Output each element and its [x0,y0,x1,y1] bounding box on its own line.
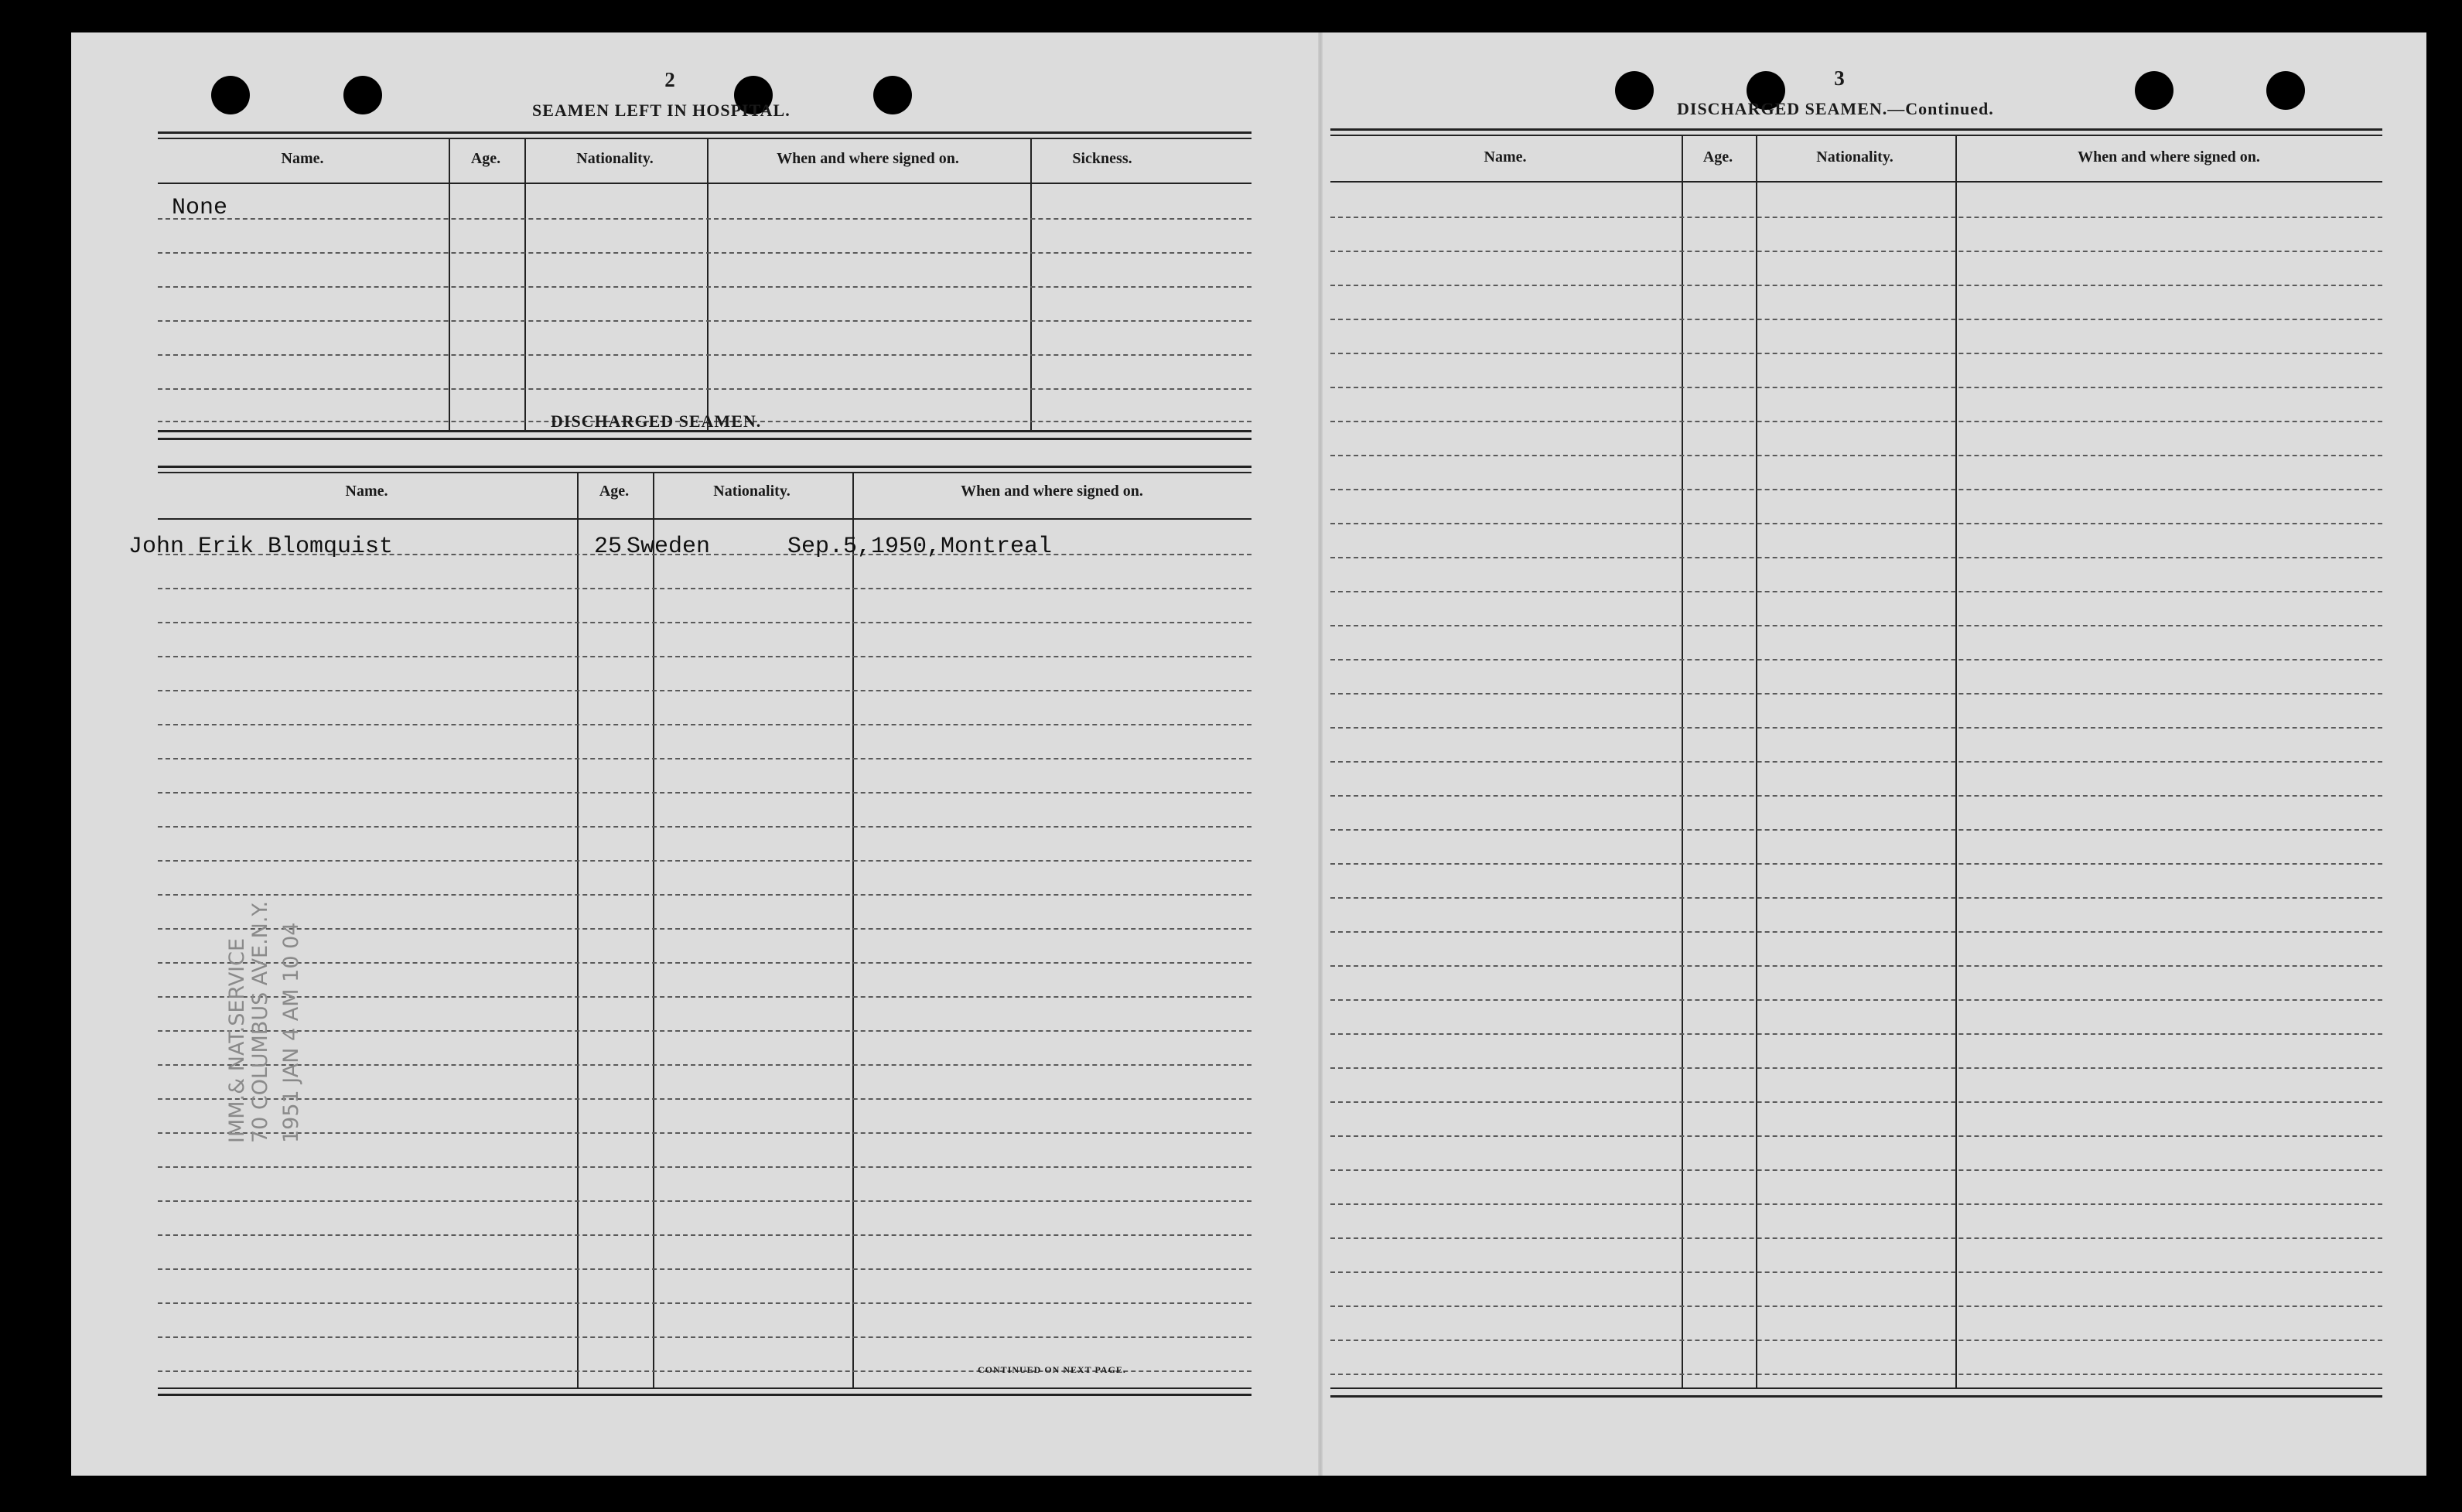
table-row [158,996,1251,998]
table-row [158,962,1251,964]
column-header-age: Age. [470,150,501,167]
table-row [158,1200,1251,1202]
punch-hole [343,76,382,114]
seaman-age: 25 [594,534,623,560]
table-row [158,1234,1251,1236]
table-row [158,1336,1251,1338]
table-top-rule [1330,128,2382,131]
punch-hole [1615,71,1654,110]
table-row [1330,1033,2382,1035]
table-row [158,1132,1251,1134]
table-row [1330,1169,2382,1171]
table-row [1330,1135,2382,1137]
table-row [1330,727,2382,729]
table-row [1330,795,2382,797]
table-row [158,1268,1251,1270]
table-row [158,656,1251,657]
table-row [158,1030,1251,1032]
continued-note: CONTINUED ON NEXT PAGE. [978,1364,1126,1375]
punch-hole [2135,71,2173,110]
table-row [1330,1203,2382,1205]
table-bottom-rule [158,1387,1251,1389]
hospital-entry: None [172,195,228,221]
header-underline [1330,181,2382,183]
table-row [158,354,1251,356]
column-header-name: Name. [1484,148,1527,166]
column-header-nationality: Nationality. [576,150,654,167]
table-row [158,758,1251,759]
column-header-signed-on: When and where signed on. [777,150,959,167]
table-row [158,286,1251,288]
table-row [1330,761,2382,763]
page-caption: DISCHARGED SEAMEN.—Continued. [1677,99,1994,118]
table-row [158,860,1251,862]
table-row [1330,1271,2382,1273]
column-header-nationality: Nationality. [1816,148,1893,166]
table-row [1330,897,2382,899]
table-row [1330,387,2382,388]
page-number: 3 [1834,67,1845,90]
table-row [158,1166,1251,1168]
column-divider [524,139,526,430]
table-row [1330,965,2382,967]
section-rule [158,472,1251,473]
table-row [158,894,1251,896]
table-row [1330,523,2382,524]
stamp-line: 70 COLUMBUS AVE.N.Y. [248,900,272,1143]
table-row [158,588,1251,589]
table-row [1330,1237,2382,1239]
table-row [158,690,1251,691]
column-header-age: Age. [599,483,630,500]
seaman-name: John Erik Blomquist [128,534,394,560]
table-row [1330,1374,2382,1375]
table-bottom-rule [1330,1395,2382,1398]
table-row [1330,217,2382,218]
column-header-sickness: Sickness. [1072,150,1132,167]
table-row [1330,489,2382,490]
table-row [1330,1067,2382,1069]
table-row [1330,659,2382,660]
table-row [1330,285,2382,286]
punch-hole [211,76,250,114]
table-row [1330,931,2382,933]
table-bottom-rule [1330,1387,2382,1389]
header-underline [158,183,1251,184]
immigration-stamp [226,901,303,1143]
table-row [158,792,1251,794]
page-caption: SEAMEN LEFT IN HOSPITAL. [532,101,791,120]
stamp-line: IMM.& NAT.SERVICE [225,937,249,1143]
table-top-rule [158,131,1251,134]
column-header-nationality: Nationality. [713,483,791,500]
column-header-name: Name. [281,150,324,167]
header-underline [158,518,1251,520]
column-divider [653,473,654,1387]
table-row [1330,455,2382,456]
section-rule [158,438,1251,440]
table-row [158,218,1251,220]
table-row [1330,591,2382,592]
table-row [158,724,1251,725]
column-header-signed-on: When and where signed on. [2078,148,2260,166]
section-title: DISCHARGED SEAMEN. [551,411,762,431]
table-row [158,320,1251,322]
column-divider [852,473,854,1387]
column-divider [1030,139,1032,430]
column-header-signed-on: When and where signed on. [961,483,1143,500]
table-row [158,1302,1251,1304]
table-row [1330,625,2382,626]
section-rule [158,466,1251,468]
table-row [158,1098,1251,1100]
page-number: 2 [664,68,675,91]
column-divider [449,139,450,430]
table-row [1330,319,2382,320]
column-divider [577,473,579,1387]
table-row [1330,863,2382,865]
seaman-signed-on: Sep.5,1950,Montreal [787,534,1053,560]
table-bottom-rule [158,1394,1251,1396]
table-row [1330,1101,2382,1103]
table-row [1330,693,2382,695]
document-sheet [71,32,2426,1476]
table-row [158,928,1251,930]
page-spine [1318,32,1323,1476]
table-top-rule [1330,135,2382,136]
table-row [158,1064,1251,1066]
column-header-age: Age. [1702,148,1733,166]
table-row [1330,1306,2382,1307]
table-row [1330,353,2382,354]
punch-hole [2266,71,2305,110]
stamp-line: 1951 JAN 4 AM 10 04 [279,922,303,1143]
table-row [158,388,1251,390]
table-row [1330,421,2382,422]
table-row [1330,999,2382,1001]
table-row [1330,1340,2382,1341]
punch-hole [873,76,912,114]
table-row [158,622,1251,623]
table-row [1330,829,2382,831]
seaman-nationality: Sweden [627,534,711,560]
table-row [1330,557,2382,558]
table-row [158,252,1251,254]
table-row [158,826,1251,828]
column-header-name: Name. [345,483,388,500]
column-divider [707,139,709,430]
table-row [1330,251,2382,252]
table-top-rule [158,138,1251,139]
